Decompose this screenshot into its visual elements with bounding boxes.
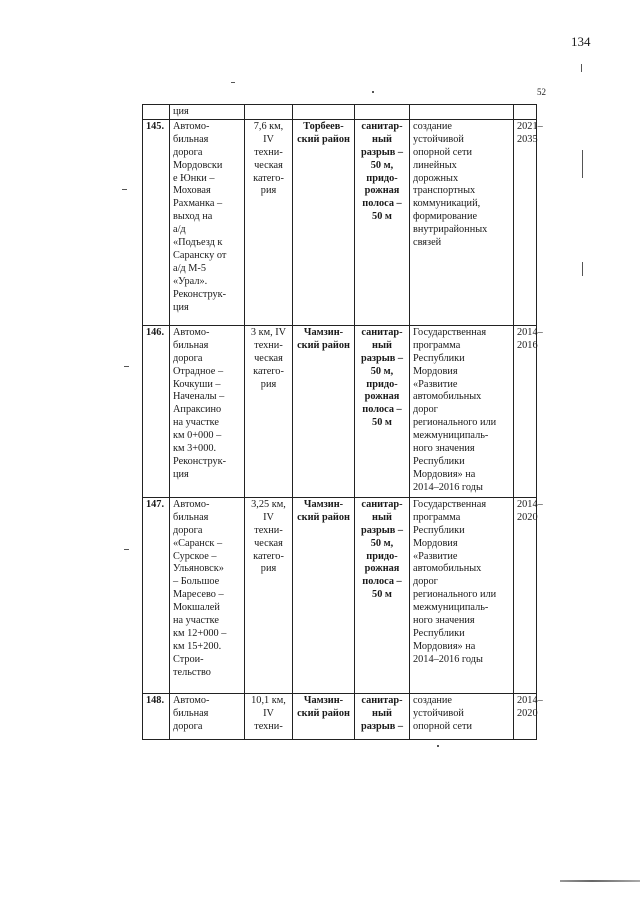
characteristics-cell-line: катего- [253, 172, 284, 184]
road-name-cell-line: – Большое [173, 576, 220, 588]
purpose-cell-line: автомобильных [413, 391, 482, 403]
protection-zone-cell-line: полоса – [362, 404, 402, 416]
location-cell-line: Чамзин- [303, 694, 344, 706]
purpose-cell-line: «Развитие [413, 550, 458, 562]
purpose-cell-line: Государственная [413, 326, 487, 338]
road-name-cell-line: дорога [173, 352, 203, 364]
road-name-cell-line: Ульяновск» [173, 563, 224, 575]
purpose-cell-line: ного значения [413, 443, 475, 455]
table-row [143, 325, 537, 497]
row-number: 146. [143, 325, 170, 497]
road-name-cell-line: Реконструк- [173, 288, 227, 300]
characteristics-cell-line: катего- [253, 550, 284, 562]
location-cell [293, 119, 355, 325]
row-number: 148. [143, 693, 170, 739]
road-name-cell-line: Моховая [173, 185, 211, 197]
characteristics-cell-line: рия [260, 185, 277, 197]
protection-zone-cell-line: полоса – [362, 198, 402, 210]
period-cell-line: 2035 [517, 133, 538, 145]
road-name-cell-line: Строи- [173, 653, 204, 665]
location-cell [293, 325, 355, 497]
purpose-cell-line: Республики [413, 627, 465, 639]
road-name-cell-line: км 0+000 – [173, 430, 222, 442]
period-cell-line: 2014– [517, 694, 543, 706]
scan-mark [437, 745, 439, 747]
purpose-cell-line: линейных [413, 159, 457, 171]
period-cell [514, 119, 543, 325]
purpose-cell-line: связей [413, 237, 442, 249]
purpose-cell-line: создание [413, 694, 453, 706]
protection-zone-cell [355, 325, 410, 497]
characteristics-cell-line: IV [263, 707, 274, 719]
location-cell-line: ский район [297, 339, 350, 351]
protection-zone-cell-line: 50 м [372, 417, 392, 429]
location-cell-line: Чамзин- [303, 326, 344, 338]
road-name-cell-line: дорога [173, 524, 203, 536]
characteristics-cell-line: IV [263, 511, 274, 523]
characteristics-cell-line: 7,6 км, [253, 120, 284, 132]
purpose-cell-line: Мордовия» на [413, 640, 476, 652]
road-name-cell-line: «Саранск – [173, 537, 223, 549]
road-name-cell-line: бильная [173, 511, 209, 523]
protection-zone-cell-line: 50 м, [370, 159, 394, 171]
purpose-cell-line: дорог [413, 404, 438, 416]
characteristics-cell-line: рия [260, 563, 277, 575]
road-name-cell-line: км 15+200. [173, 640, 222, 652]
road-name-cell-line: Автомо- [173, 694, 210, 706]
protection-zone-cell-line: санитар- [361, 326, 403, 338]
purpose-cell-line: создание [413, 120, 453, 132]
period-cell [514, 497, 543, 693]
protection-zone-cell-line: 50 м [372, 211, 392, 223]
location-cell-line: ский район [297, 511, 350, 523]
road-name-cell-line: Саранску от [173, 249, 227, 261]
purpose-cell-line: коммуникаций, [413, 198, 481, 210]
characteristics-cell-line: техни- [254, 720, 283, 732]
purpose-cell-line: программа [413, 511, 461, 523]
scan-mark [124, 549, 129, 550]
road-name-cell-line: тельство [173, 666, 211, 678]
road-projects-table [142, 104, 543, 740]
protection-zone-cell-line: ный [372, 511, 392, 523]
continuation-cell: ция [170, 105, 245, 120]
row-number: 147. [143, 497, 170, 693]
table-row [143, 497, 537, 693]
road-name-cell-line: Автомо- [173, 120, 210, 132]
protection-zone-cell-line: санитар- [361, 120, 403, 132]
road-name-cell-line: Мокшалей [173, 602, 220, 614]
purpose-cell-line: транспортных [413, 185, 476, 197]
period-cell-line: 2021– [517, 120, 543, 132]
characteristics-cell [245, 119, 293, 325]
purpose-cell-line: устойчивой [413, 707, 464, 719]
purpose-cell-line: Республики [413, 352, 465, 364]
characteristics-cell-line: ческая [254, 537, 283, 549]
protection-zone-cell-line: ный [372, 707, 392, 719]
purpose-cell-line: внутрирайонных [413, 224, 488, 236]
purpose-cell-line: автомобильных [413, 563, 482, 575]
road-name-cell-line: а/д М-5 [173, 262, 206, 274]
road-name-cell-line: дорога [173, 720, 203, 732]
road-name-cell-line: на участке [173, 417, 219, 429]
period-cell-line: 2020 [517, 707, 538, 719]
location-cell-line: Чамзин- [303, 498, 344, 510]
protection-zone-cell-line: рожная [364, 563, 400, 575]
purpose-cell-line: 2014–2016 годы [413, 481, 483, 493]
protection-zone-cell-line: разрыв – [360, 720, 404, 732]
purpose-cell-line: межмуниципаль- [413, 602, 489, 614]
characteristics-cell-line: техни- [254, 146, 283, 158]
period-cell [514, 325, 543, 497]
document-page-number: 52 [537, 87, 546, 97]
road-name-cell [170, 497, 245, 693]
road-name-cell [170, 119, 245, 325]
protection-zone-cell-line: придо- [366, 378, 398, 390]
purpose-cell [410, 325, 514, 497]
period-cell [514, 693, 543, 739]
road-name-cell-line: ция [173, 301, 189, 313]
protection-zone-cell-line: рожная [364, 185, 400, 197]
scan-mark [582, 150, 583, 178]
road-name-cell-line: Рахманка – [173, 198, 223, 210]
road-name-cell-line: дорога [173, 146, 203, 158]
protection-zone-cell [355, 497, 410, 693]
road-name-cell-line: км 12+000 – [173, 627, 227, 639]
purpose-cell-line: «Развитие [413, 378, 458, 390]
characteristics-cell-line: 10,1 км, [251, 694, 286, 706]
characteristics-cell-line: катего- [253, 365, 284, 377]
purpose-cell-line: ного значения [413, 615, 475, 627]
purpose-cell [410, 693, 514, 739]
protection-zone-cell-line: ный [372, 133, 392, 145]
protection-zone-cell-line: санитар- [361, 694, 403, 706]
protection-zone-cell-line: санитар- [361, 498, 403, 510]
protection-zone-cell-line: придо- [366, 172, 398, 184]
scan-mark [372, 91, 374, 93]
purpose-cell-line: Республики [413, 455, 465, 467]
road-name-cell-line: Наченалы – [173, 391, 225, 403]
period-cell-line: 2020 [517, 511, 538, 523]
road-name-cell-line: Реконструк- [173, 455, 227, 467]
characteristics-cell-line: 3,25 км, [251, 498, 286, 510]
characteristics-cell-line: ческая [254, 159, 283, 171]
purpose-cell-line: устойчивой [413, 133, 464, 145]
location-cell-line: ский район [297, 707, 350, 719]
road-name-cell-line: км 3+000. [173, 443, 217, 455]
protection-zone-cell-line: ный [372, 339, 392, 351]
road-name-cell-line: бильная [173, 133, 209, 145]
characteristics-cell-line: ческая [254, 352, 283, 364]
road-name-cell-line: Отрадное – [173, 365, 224, 377]
purpose-cell-line: Мордовия» на [413, 468, 476, 480]
road-name-cell-line: Автомо- [173, 326, 210, 338]
road-name-cell-line: Автомо- [173, 498, 210, 510]
scan-mark [124, 366, 129, 367]
purpose-cell-line: программа [413, 339, 461, 351]
period-cell-line: 2014– [517, 498, 543, 510]
purpose-cell-line: дорог [413, 576, 438, 588]
characteristics-cell [245, 693, 293, 739]
table-row [143, 693, 537, 739]
road-name-cell-line: выход на [173, 211, 213, 223]
scan-mark [231, 82, 235, 83]
road-name-cell-line: Мордовски [173, 159, 223, 171]
protection-zone-cell-line: 50 м [372, 589, 392, 601]
scan-edge-mark [560, 880, 640, 882]
road-name-cell-line: Кочкуши – [173, 378, 221, 390]
road-name-cell-line: Апраксино [173, 404, 222, 416]
protection-zone-cell-line: разрыв – [360, 146, 404, 158]
purpose-cell-line: межмуниципаль- [413, 430, 489, 442]
characteristics-cell-line: рия [260, 378, 277, 390]
characteristics-cell-line: 3 км, IV [250, 326, 287, 338]
purpose-cell-line: Государственная [413, 498, 487, 510]
purpose-cell-line: дорожных [413, 172, 459, 184]
purpose-cell-line: Мордовия [413, 365, 458, 377]
protection-zone-cell [355, 119, 410, 325]
protection-zone-cell-line: полоса – [362, 576, 402, 588]
characteristics-cell-line: техни- [254, 339, 283, 351]
purpose-cell-line: Республики [413, 524, 465, 536]
road-name-cell-line: бильная [173, 707, 209, 719]
road-name-cell [170, 693, 245, 739]
characteristics-cell [245, 497, 293, 693]
road-name-cell-line: «Подъезд к [173, 237, 223, 249]
location-cell [293, 693, 355, 739]
road-name-cell-line: ция [173, 468, 189, 480]
scan-mark [582, 262, 583, 276]
characteristics-cell-line: IV [263, 133, 274, 145]
road-name-cell-line: е Юнки – [173, 172, 215, 184]
scan-mark [581, 64, 582, 72]
protection-zone-cell-line: рожная [364, 391, 400, 403]
purpose-cell-line: опорной сети [413, 720, 472, 732]
road-name-cell [170, 325, 245, 497]
period-cell-line: 2016 [517, 339, 538, 351]
road-name-cell-line: «Урал». [173, 275, 208, 287]
purpose-cell-line: Мордовия [413, 537, 458, 549]
road-name-cell-line: а/д [173, 224, 186, 236]
location-cell-line: ский район [297, 133, 350, 145]
purpose-cell-line: регионального или [413, 589, 497, 601]
road-name-cell-line: бильная [173, 339, 209, 351]
protection-zone-cell-line: 50 м, [370, 365, 394, 377]
characteristics-cell-line: техни- [254, 524, 283, 536]
protection-zone-cell-line: 50 м, [370, 537, 394, 549]
location-cell-line: Торбеев- [303, 120, 344, 132]
period-cell-line: 2014– [517, 326, 543, 338]
scan-mark [122, 189, 127, 190]
purpose-cell [410, 119, 514, 325]
table-row [143, 119, 537, 325]
characteristics-cell [245, 325, 293, 497]
purpose-cell-line: регионального или [413, 417, 497, 429]
protection-zone-cell [355, 693, 410, 739]
purpose-cell-line: опорной сети [413, 146, 472, 158]
protection-zone-cell-line: разрыв – [360, 524, 404, 536]
road-name-cell-line: Маресево – [173, 589, 224, 601]
purpose-cell-line: формирование [413, 211, 478, 223]
purpose-cell-line: 2014–2016 годы [413, 653, 483, 665]
road-name-cell-line: Сурское – [173, 550, 217, 562]
location-cell [293, 497, 355, 693]
continuation-row [143, 105, 537, 120]
road-name-cell-line: на участке [173, 615, 219, 627]
archive-page-number: 134 [571, 34, 591, 49]
protection-zone-cell-line: разрыв – [360, 352, 404, 364]
protection-zone-cell-line: придо- [366, 550, 398, 562]
purpose-cell [410, 497, 514, 693]
row-number: 145. [143, 119, 170, 325]
